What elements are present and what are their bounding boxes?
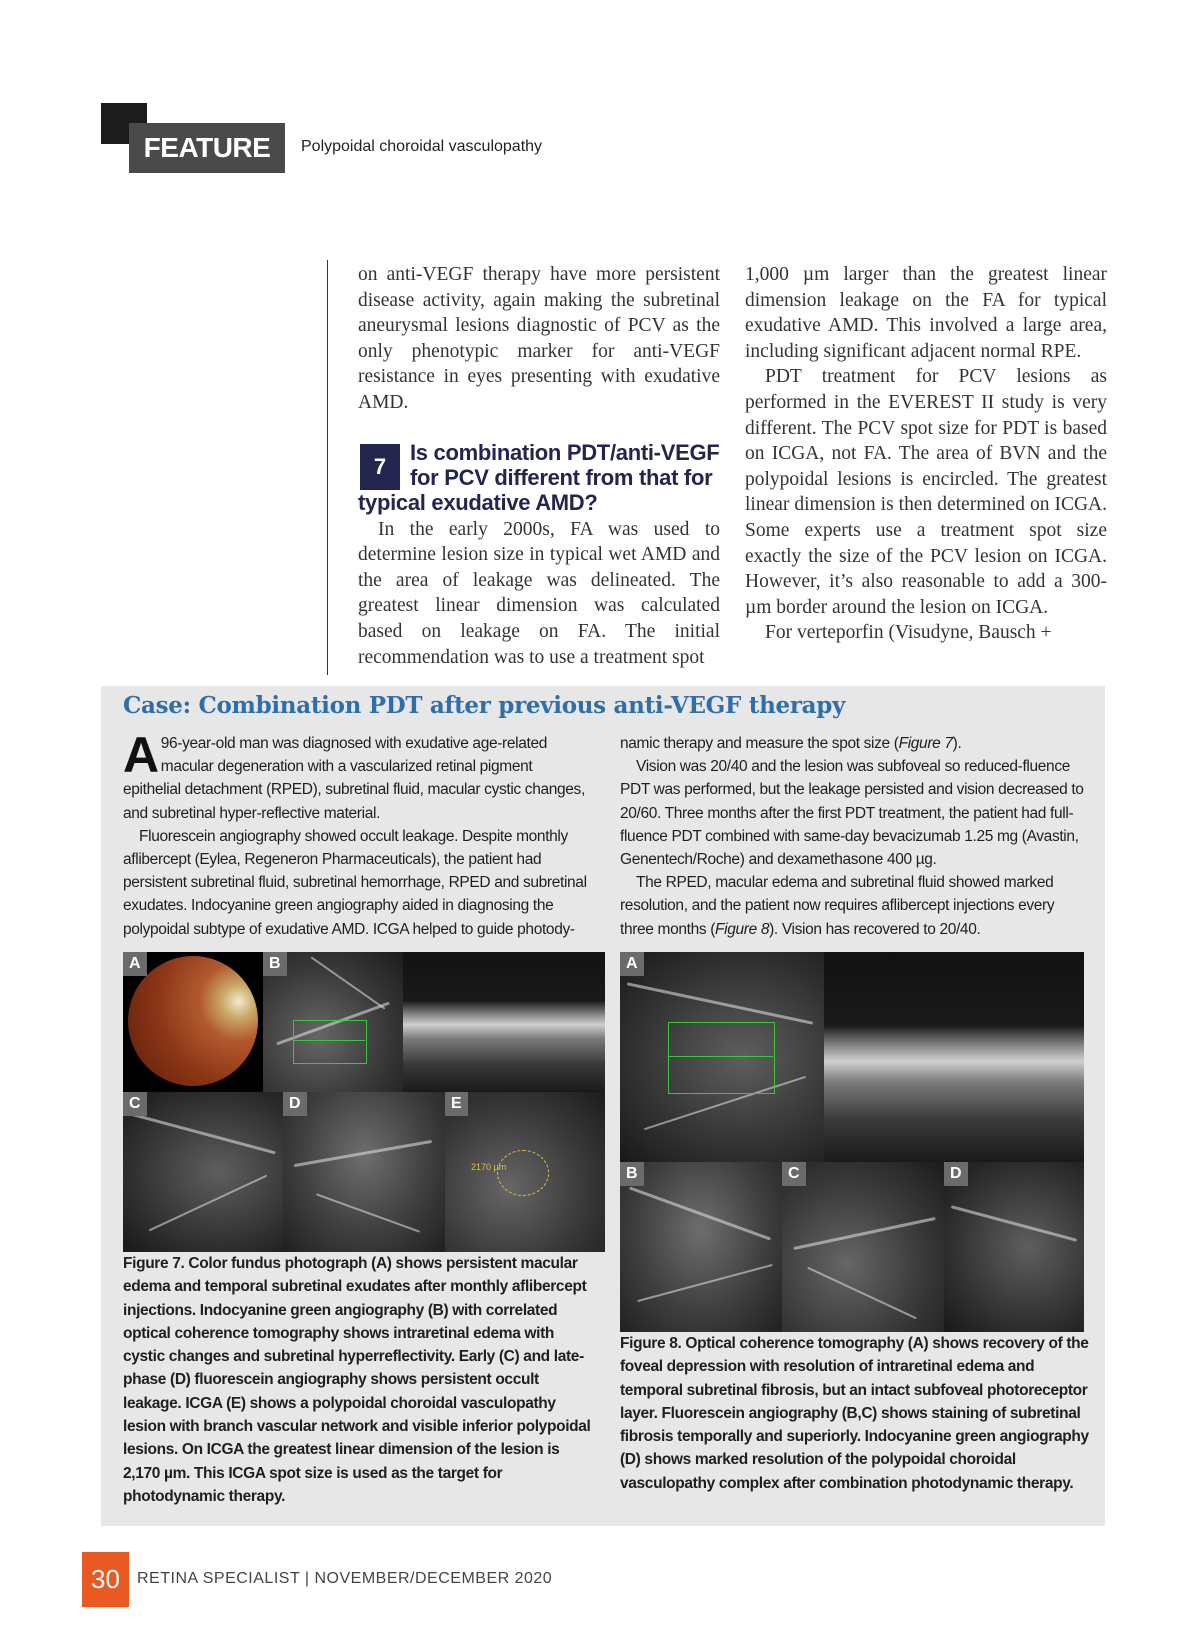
figure8-panel-b-fa xyxy=(620,1162,782,1332)
paragraph: on anti-VEGF therapy have more persistent disease activity, again making the subretinal aneurysmal lesions diagnostic of PCV as the only phenotypic marker for anti-VEGF resistance in eyes presenting with exudative AMD. xyxy=(358,264,720,413)
case-paragraph xyxy=(620,871,1090,941)
question-number-badge: 7 xyxy=(360,444,400,490)
scan-line xyxy=(293,1040,365,1041)
panel-label: E xyxy=(445,1092,468,1116)
paragraph: PDT treatment for PCV lesions as performed in the EVEREST II study is very different. The PCV spot size for PDT is based on ICGA, not FA. The area of BVN and the polypoidal lesions is encircled. The greatest linear dimension is then determined on ICGA. Some experts use a treatment spot size exactly the size of the PCV lesion on ICGA. However, it’s also reasonable to add a 300-µm border around the lesion on ICGA. xyxy=(745,366,1107,618)
figure8-panel-oct xyxy=(824,952,1084,1162)
body-column-left xyxy=(358,262,720,670)
case-paragraph: Fluorescein angiography showed occult leakage. Despite monthly aflibercept (Eylea, Regeneron Pharmaceuticals), the patient had persistent subretinal fluid, subretinal hemorrhage, RPED and subretinal exudates. Indocyanine green angiography aided in diagnosing the polypoidal subtype of exudative AMD. ICGA helped to guide photody- xyxy=(123,827,587,938)
vessel-shape xyxy=(149,1175,268,1232)
figure7-panel-a-fundus xyxy=(123,952,263,1092)
paragraph: For verteporfin (Visudyne, Bausch + xyxy=(765,622,1052,644)
scan-line xyxy=(668,1056,773,1057)
figure7-panel-oct xyxy=(403,952,605,1092)
case-text: ). Vision has recovered to 20/40. xyxy=(769,920,981,938)
figure8-panel-c-fa xyxy=(782,1162,944,1332)
figure8-caption: Figure 8. Optical coherence tomography (A) shows recovery of the foveal depression with resolution of intraretinal edema and temporal subretinal fibrosis, but an intact subfoveal photoreceptor layer. Fluorescein angiography (B,C) shows staining of subretinal fibrosis temporally and superiorly. Indocyanine green angiography (D) shows marked resolution of the polypoidal choroidal vasculopathy complex after combination photodynamic therapy. xyxy=(620,1335,1089,1492)
lesion-measurement: 2170 µm xyxy=(471,1162,507,1172)
figure7-panel-d-fa-late xyxy=(283,1092,445,1252)
scan-region-box xyxy=(293,1020,367,1064)
case-sidebar xyxy=(101,686,1105,1526)
lesion-outline xyxy=(497,1150,549,1196)
case-text: ). xyxy=(952,735,962,752)
body-column-right xyxy=(745,262,1107,646)
vessel-shape xyxy=(951,1205,1077,1242)
vessel-shape xyxy=(130,1113,276,1155)
section-subtitle: Polypoidal choroidal vasculopathy xyxy=(301,138,543,155)
vessel-shape xyxy=(629,1186,771,1240)
case-title: Case: Combination PDT after previous anti-VEGF therapy xyxy=(123,692,846,719)
panel-label: C xyxy=(123,1092,147,1116)
section-label: FEATURE xyxy=(129,123,285,173)
case-column-left xyxy=(123,727,593,941)
case-paragraph: Vision was 20/40 and the lesion was subfoveal so reduced-fluence PDT was performed, but the leakage persisted and vision decreased to 20/60. Three months after the first PDT treatment, the patient had full-fluence PDT combined with same-day bevacizumab 1.25 mg (Avastin, Genentech/Roche) and dexamethasone 400 µg. xyxy=(620,758,1084,869)
case-column-right xyxy=(620,732,1090,941)
vessel-shape xyxy=(637,1264,773,1302)
figure-reference: Figure 8 xyxy=(715,920,770,938)
vessel-shape xyxy=(627,982,813,1024)
panel-label: D xyxy=(944,1162,968,1186)
publication-footer: RETINA SPECIALIST | NOVEMBER/DECEMBER 2020 xyxy=(137,1570,553,1587)
figure7-panel-b-icga xyxy=(263,952,403,1092)
figure-reference: Figure 7 xyxy=(898,735,953,752)
figure8-panel-d-icga xyxy=(944,1162,1084,1332)
paragraph: 1,000 µm larger than the greatest linear dimension leakage on the FA for typical exudative AMD. This involved a large area, including significant adjacent normal RPE. xyxy=(745,264,1107,362)
panel-label: A xyxy=(123,952,147,976)
vessel-shape xyxy=(793,1217,935,1250)
figure7-panel-e-icga xyxy=(445,1092,605,1252)
question-text: Is combination PDT/anti-VEGF for PCV different from that for typical exudative AMD? xyxy=(358,439,720,515)
panel-label: B xyxy=(263,952,287,976)
question-heading xyxy=(358,440,720,515)
panel-label: B xyxy=(620,1162,644,1186)
vessel-shape xyxy=(316,1193,420,1233)
case-paragraph xyxy=(620,732,1090,755)
drop-cap: A xyxy=(123,727,159,783)
panel-label: D xyxy=(283,1092,307,1116)
case-text: The RPED, macular edema and subretinal fluid showed marked resolution, and the patient now requires aflibercept injections every three months ( xyxy=(620,874,1055,938)
vessel-shape xyxy=(807,1267,917,1320)
case-paragraph xyxy=(123,727,593,825)
panel-label: A xyxy=(620,952,644,976)
panel-label: C xyxy=(782,1162,806,1186)
column-rule xyxy=(327,260,328,675)
fundus-image xyxy=(128,956,258,1086)
figure7-panel-c-fa-early xyxy=(123,1092,283,1252)
figure7-caption: Figure 7. Color fundus photograph (A) shows persistent macular edema and temporal subretinal exudates after monthly aflibercept injections. Indocyanine green angiography (B) with correlated optical coherence tomography shows intraretinal edema with cystic changes and subretinal hyperreflectivity. Early (C) and late-phase (D) fluorescein angiography shows persistent occult leakage. ICGA (E) shows a polypoidal choroidal vasculopathy lesion with branch vascular network and visible inferior polypoidal lesions. On ICGA the greatest linear dimension of the lesion is 2,170 µm. This ICGA spot size is used as the target for photodynamic therapy. xyxy=(123,1255,591,1505)
vessel-shape xyxy=(294,1140,432,1167)
page-number: 30 xyxy=(82,1552,129,1607)
case-text: namic therapy and measure the spot size ( xyxy=(620,735,899,752)
case-paragraph-text: 96-year-old man was diagnosed with exudative age-related macular degeneration with a vascularized retinal pigment epithelial detachment (RPED), subretinal fluid, macular cystic changes, and subretinal hyper-reflective material. xyxy=(123,735,585,822)
figure8-panel-a-icga xyxy=(620,952,824,1162)
paragraph: In the early 2000s, FA was used to determine lesion size in typical wet AMD and the area of leakage was delineated. The greatest linear dimension was calculated based on leakage on FA. The initial recommendation was to use a treatment spot xyxy=(358,518,720,668)
scan-region-box xyxy=(668,1022,775,1094)
vessel-shape xyxy=(311,956,386,1009)
